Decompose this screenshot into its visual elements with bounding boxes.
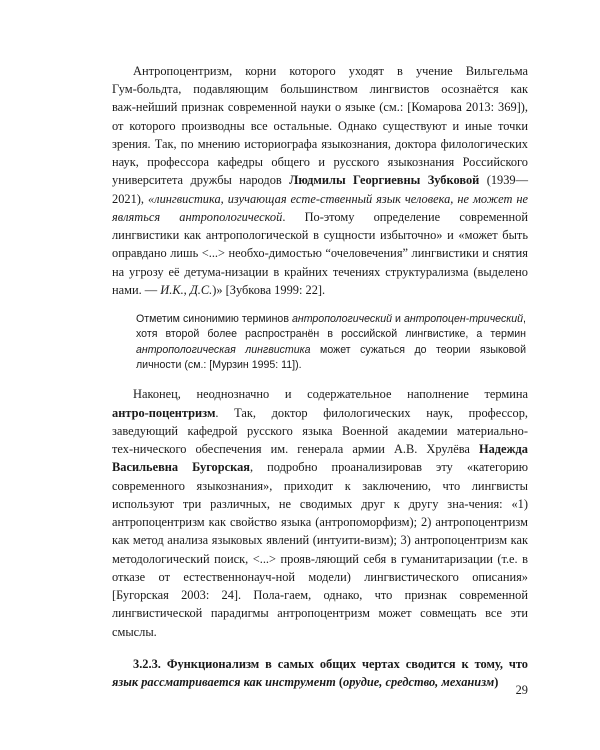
text-run: , подробно проанализировав эту «категорию современного языкознания», приходит к заключению, что лингвисты используют три различных, не сводимых друг к другу зна‑чения: «1) антропоцентризм как свойство языка (антропоморфизм); 2) антропоцентризм как метод анализа языковых явлений (интуити‑визм); 3) антропоцентризм как методологический поиск, <...> прояв‑ляющий себя в гуманитаризации (т.е. в отказе от естественнонауч‑ной модели) лингвистического описания» [Бугорская 2003: 24]. Пола‑гаем, однако, что признак современной лингвистической парадигмы антропоцентризм может совмещать все эти смыслы.	[112, 460, 528, 639]
section-paren-open: (	[335, 675, 344, 689]
person-name-bugorskaya: Надежда Васильевна Бугорская	[112, 442, 528, 475]
term-antropologicheskaya-lingvistika: антропологическая лингвистика	[136, 343, 311, 356]
text-run: и	[392, 313, 404, 326]
person-name-zubkova: Людмилы Георгиевны Зубковой	[289, 173, 480, 188]
section-number: 3.2.3.	[133, 656, 161, 671]
note-paragraph	[136, 312, 526, 373]
text-run: )» [Зубкова 1999: 22].	[212, 282, 326, 297]
text-run: , хотя второй более распространён в российской лингвистике, а термин	[136, 313, 526, 341]
note-block	[112, 312, 528, 373]
section-italic-2: орудие, средство, механизм	[343, 675, 495, 689]
quote-italic: «лингвистика, изучающая есте‑ственный язык человека, не может не являться антропологической	[112, 191, 528, 224]
page-body	[112, 62, 528, 691]
term-antropologicheskiy: антропологический	[291, 313, 393, 326]
text-run: может сужаться до теории языковой личности (см.: [Мурзин 1995: 11]).	[136, 343, 526, 372]
paragraph-bugorskaya	[112, 385, 528, 640]
section-title: Функционализм в самых общих чертах сводится к тому, что	[160, 656, 528, 671]
text-run: Отметим синонимию терминов	[136, 313, 292, 326]
text-run: . По‑этому определение современной лингвистики как антропологической в сущности избыточно» и «может быть оправдано лишь <...> необхо‑димостью “очеловечения” лингвистики и снятия на угрозу её детума‑низации в крайних течениях структурализма (выделено нами. —	[112, 209, 528, 297]
text-run: Наконец, неоднозначно и содержательное наполнение термина	[133, 387, 528, 402]
page-number: 29	[515, 683, 528, 697]
section-italic-1: язык рассматривается как инструмент	[112, 675, 336, 689]
text-run: (1939—2021),	[112, 173, 528, 206]
term-antropocentricheskiy: антропоцен‑трический	[403, 313, 524, 326]
section-heading-3-2-3	[112, 655, 528, 691]
paragraph-antropocentrizm	[112, 62, 528, 299]
initials-italic: И.К., Д.С.	[160, 282, 213, 297]
term-antropocentrizm: антро‑поцентризм	[112, 405, 216, 420]
text-run: . Так, доктор филологических наук, профессор, заведующий кафедрой русского языка Военной академии материально-тех‑нического обеспечения им. генерала армии А.В. Хрулёва	[112, 405, 528, 457]
section-paren-close: )	[494, 675, 499, 689]
text-run: Антропоцентризм, корни которого уходят в учение Вильгельма Гум‑больдта, подавляющим большинством лингвистов осознаётся как важ‑нейший признак современной науки о языке (см.: [Комарова 2013: 369]), от которого производны все остальные. Однако существуют и иные точки зрения. Так, по мнению историографа языкознания, доктора филологических наук, профессора кафедры общего и русского языкознания Российского университета дружбы народов	[112, 64, 528, 188]
